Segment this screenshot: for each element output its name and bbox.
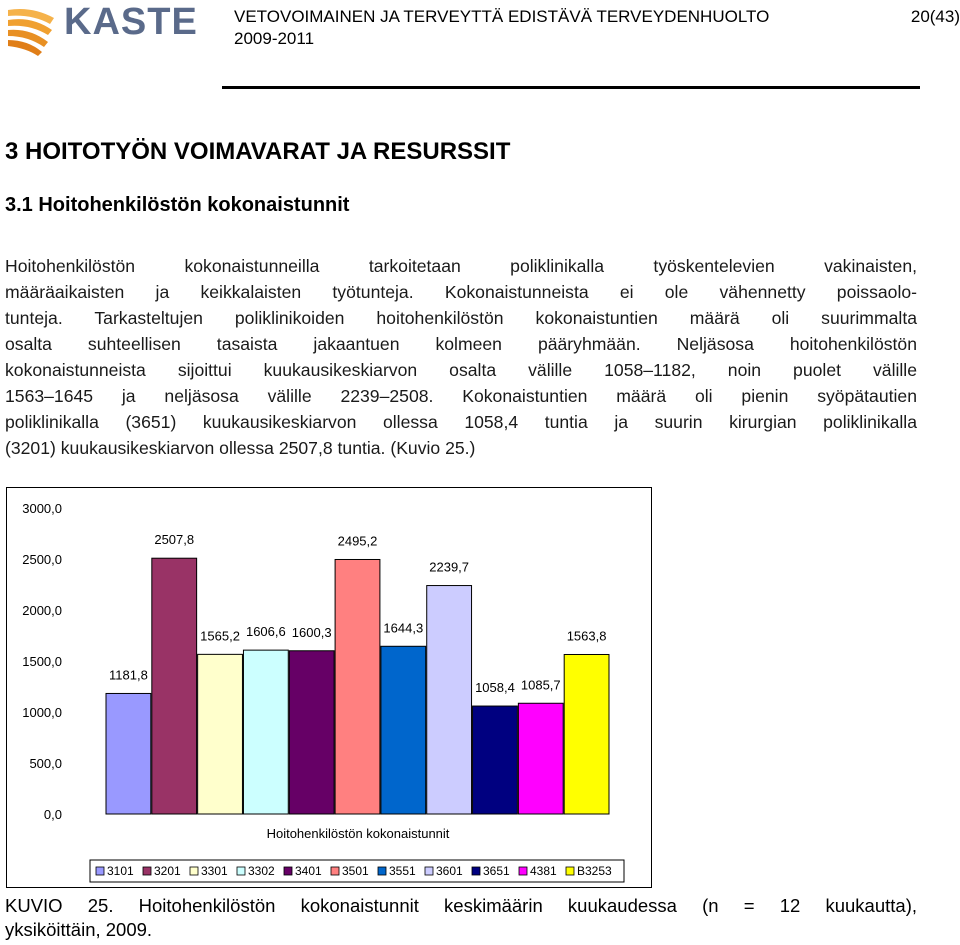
data-label: 1085,7: [520, 677, 561, 693]
body-line: poliklinikalla (3651) kuukausikeskiarvon ollessa 1058,4 tuntia ja suurin kirurgian poliklinikalla: [5, 412, 917, 432]
body-line: 1563–1645 ja neljäsosa välille 2239–2508. Kokonaistuntien määrä oli pienin syöpätautien: [5, 386, 917, 406]
y-tick-label: 1000,0: [22, 705, 62, 720]
data-label: 1606,6: [245, 624, 286, 640]
body-line: osalta suhteellisen tasaista jakaantuen kolmeen pääryhmään. Neljäsosa hoitohenkilöstön: [5, 334, 917, 354]
y-tick-label: 1500,0: [22, 654, 62, 669]
legend-label: 3302: [248, 864, 275, 878]
legend-label: 4381: [530, 864, 557, 878]
legend-swatch-3501: [331, 867, 339, 875]
data-label: 1600,3: [291, 624, 332, 640]
bar-3201: [152, 558, 197, 814]
body-line: (3201) kuukausikeskiarvon ollessa 2507,8 tuntia. (Kuvio 25.): [5, 438, 476, 458]
y-tick-label: 3000,0: [22, 501, 62, 516]
body-line: määräaikaisten ja keikkalaisten työtunteja. Kokonaistunneista ei ole vähennetty poissaolo-: [5, 282, 917, 302]
legend-label: B3253: [577, 864, 612, 878]
legend-swatch-4381: [519, 867, 527, 875]
legend-label: 3501: [342, 864, 369, 878]
data-label: 1644,3: [383, 620, 424, 636]
legend-label: 3651: [483, 864, 510, 878]
bar-3302: [243, 650, 288, 814]
section-heading: 3 HOITOTYÖN VOIMAVARAT JA RESURSSIT: [5, 138, 511, 165]
data-label: 1565,2: [200, 628, 240, 644]
y-tick-label: 2000,0: [22, 603, 62, 618]
body-line: Hoitohenkilöstön kokonaistunneilla tarkoitetaan poliklinikalla työskentelevien vakinaisten,: [5, 256, 917, 276]
legend-swatch-3601: [425, 867, 433, 875]
caption-line: yksiköittäin, 2009.: [5, 919, 153, 940]
data-label: 1058,4: [475, 680, 515, 696]
data-label: 2495,2: [337, 533, 378, 549]
bar-3101: [106, 693, 151, 814]
data-label: 2239,7: [429, 559, 470, 575]
header-years: 2009-2011: [234, 29, 315, 48]
body-line: kokonaistunneista sijoittui kuukausikeskiarvon osalta välille 1058–1182, noin puolet välille: [5, 360, 917, 380]
bar-3301: [198, 654, 243, 814]
legend-label: 3301: [201, 864, 228, 878]
legend-label: 3401: [295, 864, 322, 878]
data-label: 2507,8: [154, 532, 195, 548]
body-line: tunteja. Tarkasteltujen poliklinikoiden hoitohenkilöstön kokonaistuntien määrä oli suurimmalta: [5, 308, 917, 328]
logo-text: KASTE: [64, 1, 198, 43]
legend-swatch-3401: [284, 867, 292, 875]
y-tick-label: 2500,0: [22, 552, 62, 567]
legend-swatch-3101: [96, 867, 104, 875]
data-label: 1563,8: [566, 628, 607, 644]
bar-3501: [335, 559, 380, 814]
legend-swatch-3551: [378, 867, 386, 875]
bar-4381: [518, 703, 563, 814]
legend-label: 3201: [154, 864, 181, 878]
bar-3601: [427, 586, 472, 814]
bar-3551: [381, 646, 426, 814]
bar-3401: [289, 651, 334, 814]
header-title: VETOVOIMAINEN JA TERVEYTTÄ EDISTÄVÄ TERVEYDENHUOLTO: [234, 7, 770, 26]
legend-label: 3101: [107, 864, 134, 878]
y-tick-label: 500,0: [29, 756, 62, 771]
y-tick-label: 0,0: [43, 807, 62, 822]
legend-swatch-3301: [190, 867, 198, 875]
legend-swatch-3201: [143, 867, 151, 875]
page-number: 20(43): [910, 7, 960, 26]
caption-line: KUVIO 25. Hoitohenkilöstön kokonaistunnit keskimäärin kuukaudessa (n = 12 kuukautta),: [5, 895, 917, 916]
legend-swatch-3651: [472, 867, 480, 875]
legend-label: 3551: [389, 864, 416, 878]
subsection-heading: 3.1 Hoitohenkilöstön kokonaistunnit: [5, 194, 350, 216]
bar-B3253: [564, 654, 609, 814]
x-axis-label: Hoitohenkilöstön kokonaistunnit: [266, 826, 450, 841]
legend-swatch-B3253: [566, 867, 574, 875]
legend-swatch-3302: [237, 867, 245, 875]
bar-3651: [473, 706, 518, 814]
data-label: 1181,8: [109, 667, 148, 683]
figure-caption: [5, 894, 917, 942]
legend-label: 3601: [436, 864, 463, 878]
